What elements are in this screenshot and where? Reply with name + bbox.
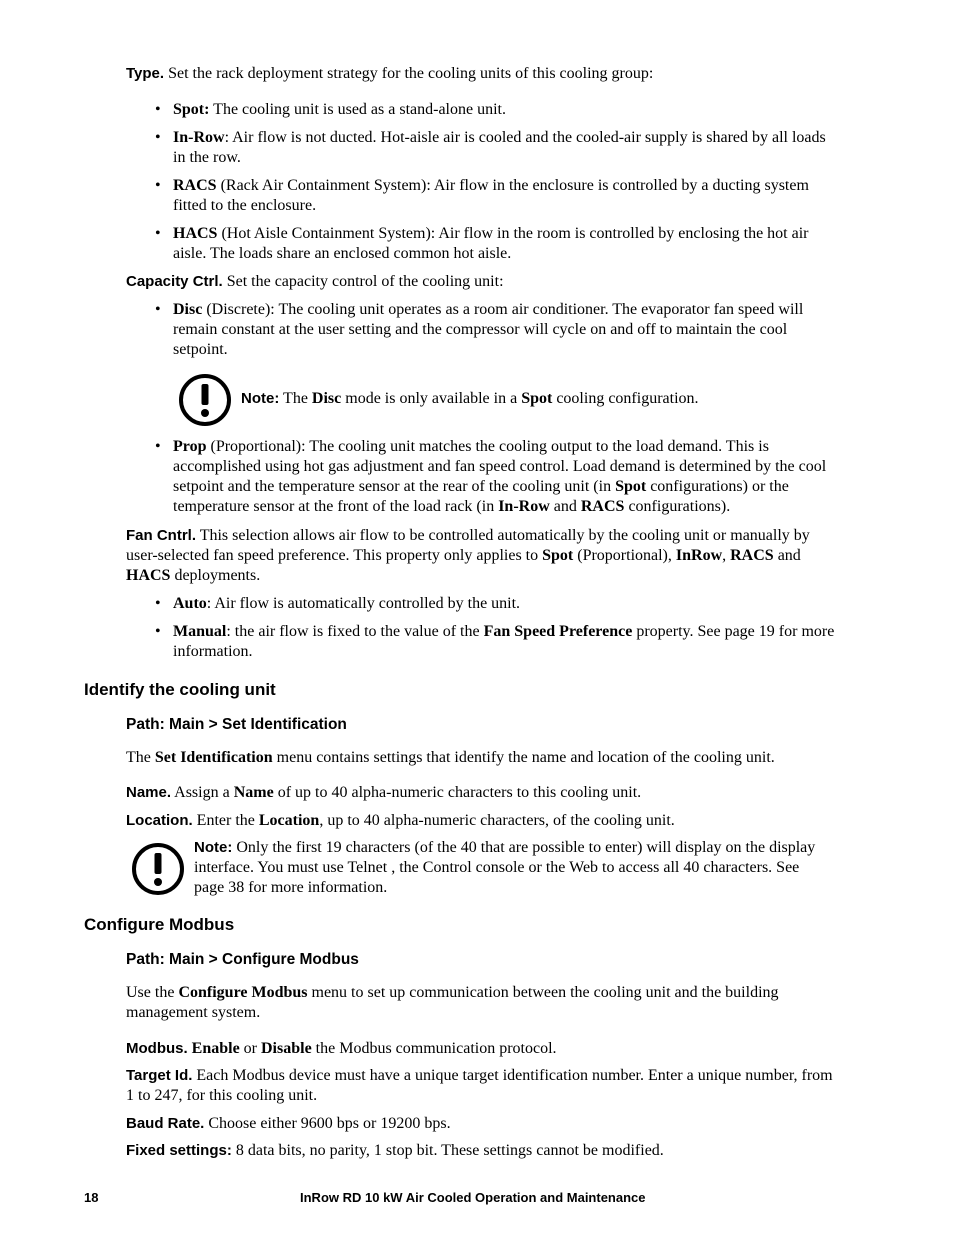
modbus-intro: Use the Configure Modbus menu to set up communication between the cooling unit and the building management system. bbox=[126, 984, 779, 1021]
list-item-in-row: In-Row: Air flow is not ducted. Hot-aisle air is cooled and the cooled-air supply is shared by all loads in the row. bbox=[173, 129, 826, 166]
baud-rate-paragraph: Baud Rate. Choose either 9600 bps or 19200 bps. bbox=[126, 1115, 451, 1132]
exclamation-circle-icon bbox=[178, 373, 232, 427]
list-item-spot: Spot: The cooling unit is used as a stand-alone unit. bbox=[173, 101, 506, 118]
type-label: Type. bbox=[126, 65, 165, 82]
note-disc-mode: Note: The Disc mode is only available in a Spot cooling configuration. bbox=[241, 390, 699, 407]
name-paragraph: Name. Assign a Name of up to 40 alpha-numeric characters to this cooling unit. bbox=[126, 784, 642, 801]
section-heading-modbus: Configure Modbus bbox=[84, 915, 235, 934]
list-item-auto: Auto: Air flow is automatically controlled by the unit. bbox=[173, 595, 521, 612]
capacity-paragraph: Capacity Ctrl. Set the capacity control of the cooling unit: bbox=[126, 273, 504, 290]
list-item-manual: Manual: the air flow is fixed to the value of the Fan Speed Preference property. See page 19 for more information. bbox=[173, 623, 835, 660]
note-character-limit: Note: Only the first 19 characters (of the 40 that are possible to enter) will display on the display interface. You must use Telnet , the Control console or the Web to access all 40 characters. See page 38 for more information. bbox=[194, 839, 816, 896]
list-item-prop: Prop (Proportional): The cooling unit matches the cooling output to the load demand. This is accomplished using hot gas adjustment and fan speed control. Load demand is determined by the cool setpoint and the temperature sensor at the rear of the cooling unit (in Spot configurations) or the temperature sensor at the front of the load rack (in In-Row and RACS configurations). bbox=[173, 438, 827, 515]
list-item-disc: Disc (Discrete): The cooling unit operates as a room air conditioner. The evaporator fan speed will remain constant at the user setting and the compressor will cycle on and off to maintain the cool setpoint. bbox=[173, 301, 804, 358]
fan-control-paragraph: Fan Cntrl. This selection allows air flow to be controlled automatically by the cooling unit or manually by user-selected fan speed preference. This property only applies to Spot (Proportional), InRow, RACS and HACS deployments. bbox=[126, 527, 810, 584]
page-number: 18 bbox=[84, 1190, 99, 1205]
exclamation-circle-icon bbox=[131, 842, 185, 896]
section-heading-identify: Identify the cooling unit bbox=[84, 680, 276, 699]
type-paragraph: Type. Set the rack deployment strategy for the cooling units of this cooling group: bbox=[126, 65, 654, 82]
list-item-racs: RACS (Rack Air Containment System): Air flow in the enclosure is controlled by a ducting system fitted to the enclosure. bbox=[173, 177, 809, 214]
list-item-hacs: HACS (Hot Aisle Containment System): Air flow in the room is controlled by enclosing the hot air aisle. The loads share an enclosed common hot aisle. bbox=[173, 225, 809, 262]
path-set-identification: Path: Main > Set Identification bbox=[126, 716, 347, 733]
footer-title: InRow RD 10 kW Air Cooled Operation and Maintenance bbox=[300, 1190, 646, 1205]
identify-intro: The Set Identification menu contains settings that identify the name and location of the cooling unit. bbox=[126, 749, 775, 766]
target-id-paragraph: Target Id. Each Modbus device must have a unique target identification number. Enter a unique number, from 1 to 247, for this cooling unit. bbox=[126, 1067, 833, 1104]
path-configure-modbus: Path: Main > Configure Modbus bbox=[126, 951, 359, 968]
fixed-settings-paragraph: Fixed settings: 8 data bits, no parity, 1 stop bit. These settings cannot be modified. bbox=[126, 1142, 664, 1159]
location-paragraph: Location. Enter the Location, up to 40 alpha-numeric characters, of the cooling unit. bbox=[126, 812, 675, 829]
modbus-paragraph: Modbus. Enable or Disable the Modbus communication protocol. bbox=[126, 1040, 557, 1057]
